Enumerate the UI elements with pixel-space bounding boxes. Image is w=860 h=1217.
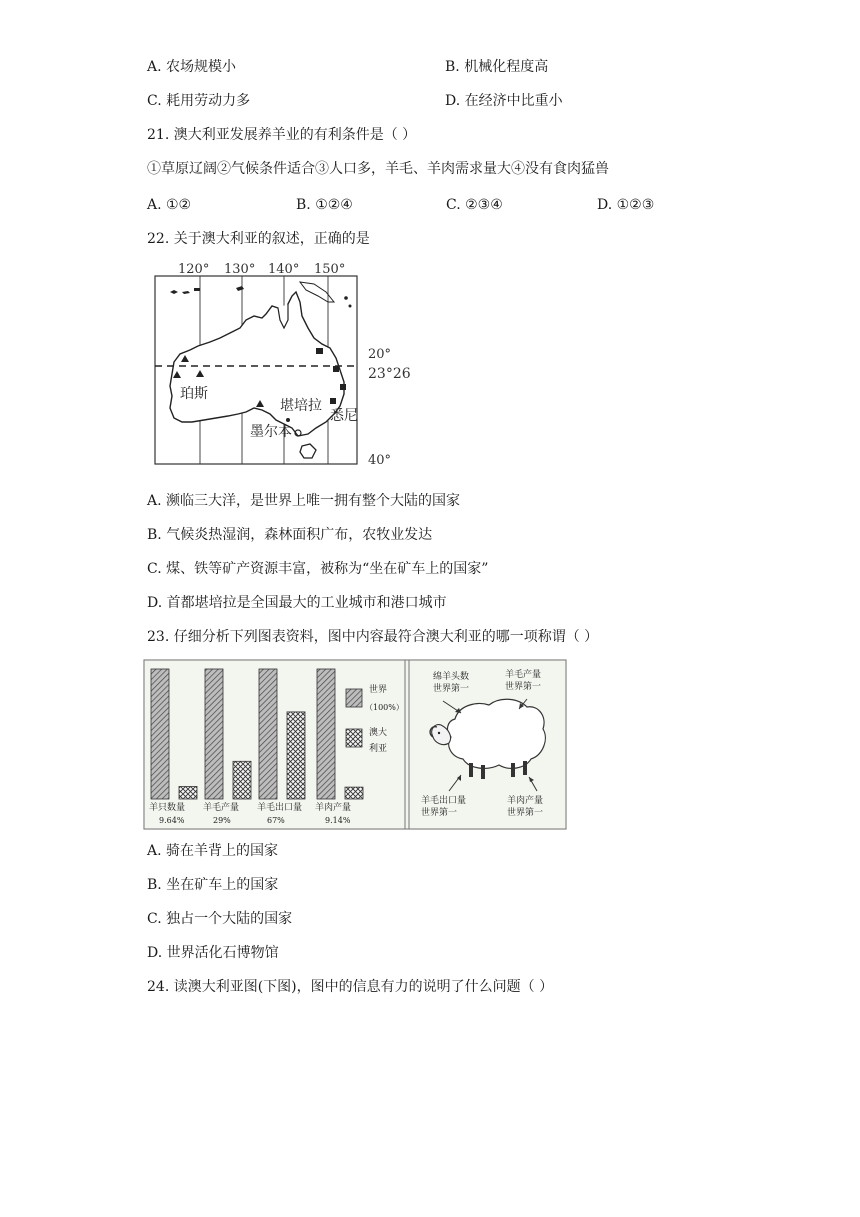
category-label-1: 羊毛产量 bbox=[203, 803, 240, 813]
lon-label-130: 130° bbox=[224, 262, 256, 277]
lon-label-120: 120° bbox=[178, 262, 210, 277]
sheep-label-bl-2: 世界第一 bbox=[421, 808, 458, 818]
legend-world-label: 世界 bbox=[369, 685, 388, 695]
q20-option-d: D. 在经济中比重小 bbox=[445, 93, 563, 109]
sheep-chart-figure bbox=[143, 659, 567, 830]
category-label-2: 羊毛出口量 bbox=[257, 803, 303, 813]
q20-option-c: C. 耗用劳动力多 bbox=[147, 93, 251, 109]
bar-australia-2 bbox=[287, 712, 305, 799]
sheep-label-tl-2: 世界第一 bbox=[433, 684, 470, 694]
q23-option-a: A. 骑在羊背上的国家 bbox=[147, 843, 279, 859]
q21-option-c: C. ②③④ bbox=[446, 197, 503, 213]
sheep-label-br-2: 世界第一 bbox=[507, 808, 544, 818]
q22-option-d: D. 首都堪培拉是全国最大的工业城市和港口城市 bbox=[147, 595, 447, 611]
city-perth: 珀斯 bbox=[180, 386, 208, 402]
q24-stem: 24. 读澳大利亚图(下图)，图中的信息有力的说明了什么问题（ ） bbox=[147, 979, 554, 995]
q23-option-d: D. 世界活化石博物馆 bbox=[147, 945, 279, 961]
category-label-0: 羊只数量 bbox=[149, 803, 186, 813]
legend-world-swatch bbox=[346, 689, 362, 707]
bar-world-2 bbox=[259, 669, 277, 799]
bar-chart bbox=[143, 659, 567, 830]
city-sydney: 悉尼 bbox=[330, 408, 358, 424]
legend-au-swatch bbox=[346, 729, 362, 747]
q23-option-b: B. 坐在矿车上的国家 bbox=[147, 877, 279, 893]
q21-conditions: ①草原辽阔②气候条件适合③人口多，羊毛、羊肉需求量大④没有食肉猛兽 bbox=[147, 161, 609, 177]
q20-option-a: A. 农场规模小 bbox=[147, 59, 237, 75]
bar-australia-1 bbox=[233, 761, 251, 799]
sheep-label-br-1: 羊肉产量 bbox=[507, 796, 544, 806]
lat-label-40: 40° bbox=[368, 453, 392, 468]
sheep-label-tl-1: 绵羊头数 bbox=[433, 672, 470, 682]
q21-stem: 21. 澳大利亚发展养羊业的有利条件是（ ） bbox=[147, 127, 417, 143]
city-melbourne: 墨尔本 bbox=[250, 424, 292, 440]
percent-label-0: 9.64% bbox=[159, 816, 185, 825]
sheep-label-tr-2: 世界第一 bbox=[505, 682, 542, 692]
bar-world-3 bbox=[317, 669, 335, 799]
lat-label-tropic: 23°26′ bbox=[368, 366, 410, 382]
australia-map bbox=[150, 258, 410, 470]
lat-label-20: 20° bbox=[368, 347, 392, 362]
bar-australia-3 bbox=[345, 787, 363, 799]
legend-world-pct: （100%） bbox=[365, 703, 404, 712]
bar-world-0 bbox=[151, 669, 169, 799]
lon-label-140: 140° bbox=[268, 262, 300, 277]
q23-option-c: C. 独占一个大陆的国家 bbox=[147, 911, 293, 927]
q23-stem: 23. 仔细分析下列图表资料，图中内容最符合澳大利亚的哪一项称谓（ ） bbox=[147, 629, 599, 645]
bar-world-1 bbox=[205, 669, 223, 799]
q22-option-c: C. 煤、铁等矿产资源丰富，被称为“坐在矿车上的国家” bbox=[147, 561, 489, 577]
sheep-label-tr-1: 羊毛产量 bbox=[505, 670, 542, 680]
percent-label-3: 9.14% bbox=[325, 816, 351, 825]
legend-au-line1: 澳大 bbox=[369, 728, 388, 738]
q21-option-b: B. ①②④ bbox=[296, 197, 353, 213]
percent-label-1: 29% bbox=[213, 816, 231, 825]
q21-option-d: D. ①②③ bbox=[597, 197, 655, 213]
q22-stem: 22. 关于澳大利亚的叙述，正确的是 bbox=[147, 231, 370, 247]
q21-option-a: A. ①② bbox=[147, 197, 192, 213]
category-label-3: 羊肉产量 bbox=[315, 803, 352, 813]
q20-option-b: B. 机械化程度高 bbox=[445, 59, 549, 75]
q22-option-a: A. 濒临三大洋，是世界上唯一拥有整个大陆的国家 bbox=[147, 493, 461, 509]
percent-label-2: 67% bbox=[267, 816, 285, 825]
q22-option-b: B. 气候炎热湿润，森林面积广布，农牧业发达 bbox=[147, 527, 433, 543]
legend-au-line2: 利亚 bbox=[369, 744, 388, 754]
city-canberra: 堪培拉 bbox=[280, 398, 322, 414]
bar-australia-0 bbox=[179, 786, 197, 799]
sheep-illustration bbox=[430, 699, 545, 791]
sheep-label-bl-1: 羊毛出口量 bbox=[421, 796, 467, 806]
lon-label-150: 150° bbox=[314, 262, 346, 277]
